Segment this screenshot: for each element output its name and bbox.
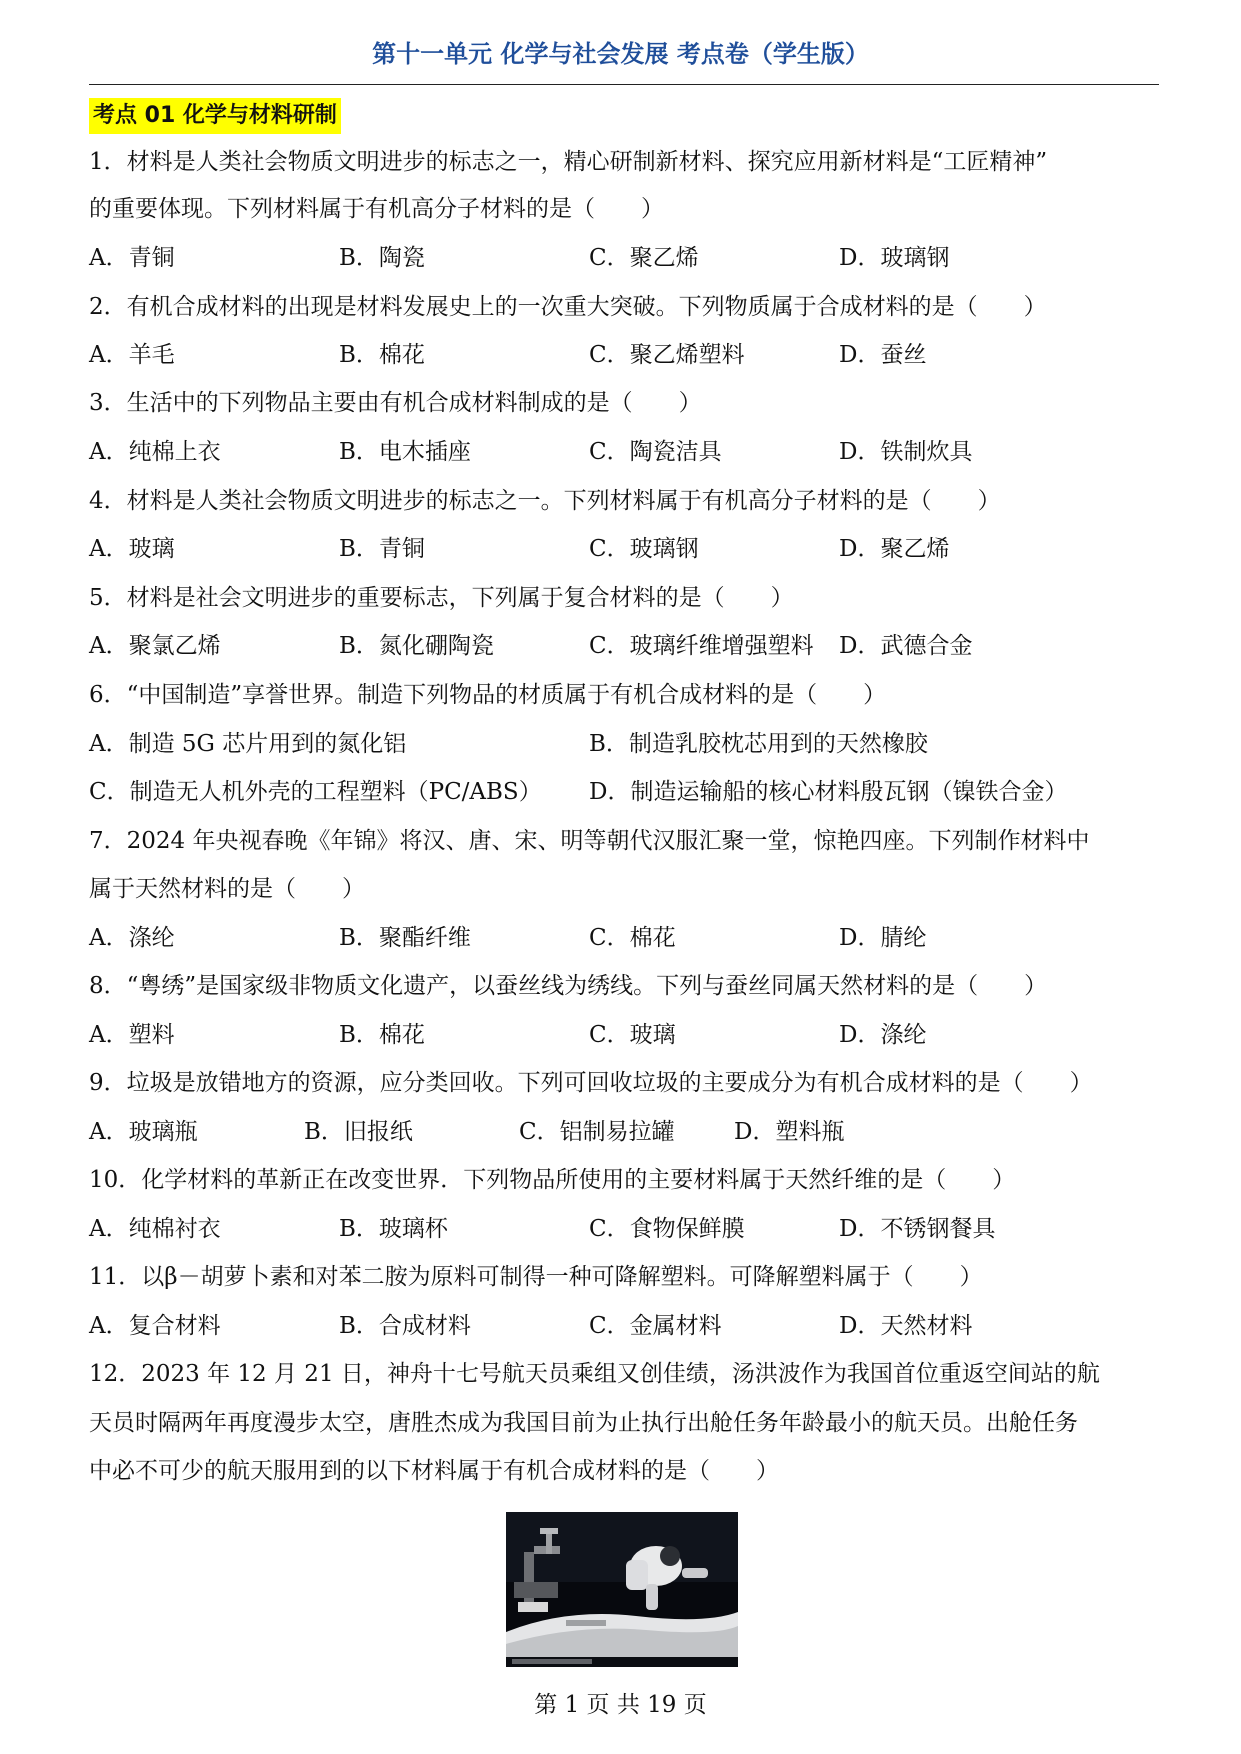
- question-6-option-d: D．制造运输船的核心材料殷瓦钢（镍铁合金）: [589, 779, 1068, 805]
- question-5-option-d: D．武德合金: [839, 633, 973, 659]
- question-10-option-c: C．食物保鲜膜: [589, 1216, 745, 1242]
- question-7-option-a: A．涤纶: [89, 925, 175, 951]
- question-2-option-a: A．羊毛: [89, 342, 175, 368]
- question-10-option-b: B．玻璃杯: [339, 1216, 448, 1242]
- question-9-option-c: C．铝制易拉罐: [519, 1119, 675, 1145]
- astronaut-spacewalk-image: [506, 1512, 738, 1667]
- question-12-line-2: 天员时隔两年再度漫步太空，唐胜杰成为我国目前为止执行出舱任务年龄最小的航天员。出舱任务: [89, 1410, 1078, 1436]
- question-7-option-c: C．棉花: [589, 925, 676, 951]
- question-10-line-1: 10．化学材料的革新正在改变世界．下列物品所使用的主要材料属于天然纤维的是（ ）: [89, 1167, 1016, 1193]
- question-1-option-a: A．青铜: [89, 245, 175, 271]
- question-4-line-1: 4．材料是人类社会物质文明进步的标志之一。下列材料属于有机高分子材料的是（ ）: [89, 488, 1001, 514]
- question-6-line-1: 6．“中国制造”享誉世界。制造下列物品的材质属于有机合成材料的是（ ）: [89, 682, 887, 708]
- question-5-line-1: 5．材料是社会文明进步的重要标志，下列属于复合材料的是（ ）: [89, 585, 794, 611]
- question-8-option-b: B．棉花: [339, 1022, 425, 1048]
- question-11-option-a: A．复合材料: [89, 1313, 221, 1339]
- question-3-option-c: C．陶瓷洁具: [589, 439, 722, 465]
- question-8-option-d: D．涤纶: [839, 1022, 927, 1048]
- question-11-option-b: B．合成材料: [339, 1313, 471, 1339]
- question-9-option-a: A．玻璃瓶: [89, 1119, 198, 1145]
- document-title: 第十一单元 化学与社会发展 考点卷（学生版）: [372, 40, 869, 68]
- question-9-option-d: D．塑料瓶: [734, 1119, 845, 1145]
- question-4-option-a: A．玻璃: [89, 536, 175, 562]
- question-11-option-c: C．金属材料: [589, 1313, 722, 1339]
- question-6-option-b: B．制造乳胶枕芯用到的天然橡胶: [589, 731, 928, 757]
- question-2-option-c: C．聚乙烯塑料: [589, 342, 745, 368]
- question-12-line-1: 12．2023 年 12 月 21 日，神舟十七号航天员乘组又创佳绩，汤洪波作为我国首位重返空间站的航: [89, 1361, 1100, 1387]
- question-5-option-c: C．玻璃纤维增强塑料: [589, 633, 814, 659]
- question-4-option-b: B．青铜: [339, 536, 425, 562]
- question-5-option-b: B．氮化硼陶瓷: [339, 633, 494, 659]
- question-3-option-d: D．铁制炊具: [839, 439, 973, 465]
- section-heading: 考点 01 化学与材料研制: [89, 98, 341, 134]
- question-9-option-b: B．旧报纸: [304, 1119, 413, 1145]
- question-2-option-d: D．蚕丝: [839, 342, 927, 368]
- question-8-option-a: A．塑料: [89, 1022, 175, 1048]
- question-3-option-a: A．纯棉上衣: [89, 439, 221, 465]
- question-7-line-1: 7．2024 年央视春晚《年锦》将汉、唐、宋、明等朝代汉服汇聚一堂，惊艳四座。下列制作材料中: [89, 828, 1090, 854]
- question-3-line-1: 3．生活中的下列物品主要由有机合成材料制成的是（ ）: [89, 390, 702, 416]
- page-number: 第 1 页 共 19 页: [534, 1692, 707, 1718]
- question-4-option-c: C．玻璃钢: [589, 536, 699, 562]
- question-7-option-d: D．腈纶: [839, 925, 927, 951]
- question-1-option-d: D．玻璃钢: [839, 245, 950, 271]
- question-5-option-a: A．聚氯乙烯: [89, 633, 221, 659]
- question-8-option-c: C．玻璃: [589, 1022, 676, 1048]
- question-10-option-d: D．不锈钢餐具: [839, 1216, 996, 1242]
- question-11-option-d: D．天然材料: [839, 1313, 973, 1339]
- question-1-line-1: 1．材料是人类社会物质文明进步的标志之一，精心研制新材料、探究应用新材料是“工匠精神”: [89, 149, 1048, 175]
- question-11-line-1: 11．以β－胡萝卜素和对苯二胺为原料可制得一种可降解塑料。可降解塑料属于（ ）: [89, 1264, 983, 1290]
- header-divider: [89, 84, 1159, 85]
- question-1-option-b: B．陶瓷: [339, 245, 425, 271]
- question-1-option-c: C．聚乙烯: [589, 245, 699, 271]
- question-6-option-c: C．制造无人机外壳的工程塑料（PC/ABS）: [89, 779, 542, 805]
- question-1-line-2: 的重要体现。下列材料属于有机高分子材料的是（ ）: [89, 196, 664, 222]
- question-4-option-d: D．聚乙烯: [839, 536, 950, 562]
- question-10-option-a: A．纯棉衬衣: [89, 1216, 221, 1242]
- question-7-line-2: 属于天然材料的是（ ）: [89, 876, 365, 902]
- question-9-line-1: 9．垃圾是放错地方的资源，应分类回收。下列可回收垃圾的主要成分为有机合成材料的是（ ）: [89, 1070, 1093, 1096]
- question-7-option-b: B．聚酯纤维: [339, 925, 471, 951]
- question-12-line-3: 中必不可少的航天服用到的以下材料属于有机合成材料的是（ ）: [89, 1458, 779, 1484]
- question-6-option-a: A．制造 5G 芯片用到的氮化铝: [89, 731, 407, 757]
- question-2-option-b: B．棉花: [339, 342, 425, 368]
- question-3-option-b: B．电木插座: [339, 439, 471, 465]
- question-8-line-1: 8．“粤绣”是国家级非物质文化遗产，以蚕丝线为绣线。下列与蚕丝同属天然材料的是（ ）: [89, 973, 1048, 999]
- question-2-line-1: 2．有机合成材料的出现是材料发展史上的一次重大突破。下列物质属于合成材料的是（ ）: [89, 294, 1047, 320]
